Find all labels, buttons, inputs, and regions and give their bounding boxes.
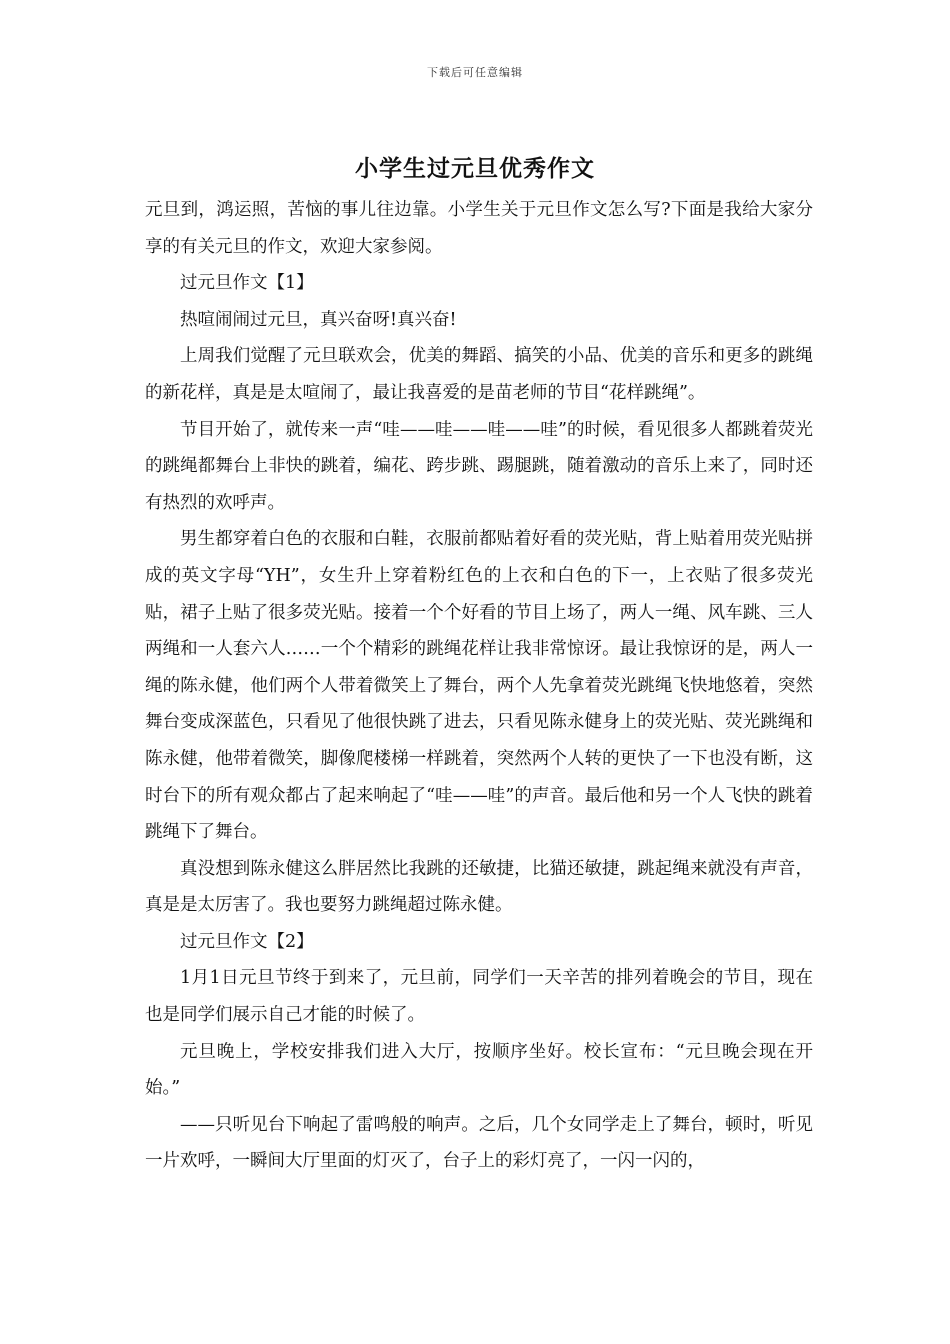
paragraph: 节目开始了，就传来一声“哇——哇——哇——哇”的时候，看见很多人都跳着荧光的跳绳都舞台上非快的跳着，编花、跨步跳、踢腿跳，随着激动的音乐上来了，同时还有热烈的欢呼声。 xyxy=(145,419,813,513)
header-note: 下载后可任意编辑 xyxy=(427,66,523,79)
section-heading: 过元旦作文【2】 xyxy=(180,931,314,952)
paragraph: 上周我们觉醒了元旦联欢会，优美的舞蹈、搞笑的小品、优美的音乐和更多的跳绳的新花样，真是是太喧闹了，最让我喜爱的是苗老师的节目“花样跳绳”。 xyxy=(145,346,813,403)
document-body xyxy=(145,192,813,1180)
paragraph: 真没想到陈永健这么胖居然比我跳的还敏捷，比猫还敏捷，跳起绳来就没有声音，真是是太厉害了。我也要努力跳绳超过陈永健。 xyxy=(145,858,813,916)
paragraph: 元旦晚上，学校安排我们进入大厅，按顺序坐好。校长宣布：“元旦晚会现在开始。” xyxy=(145,1041,813,1099)
paragraph: 元旦到，鸿运照，苦恼的事儿往边靠。小学生关于元旦作文怎么写?下面是我给大家分享的有关元旦的作文，欢迎大家参阅。 xyxy=(145,200,813,257)
section-heading: 过元旦作文【1】 xyxy=(180,273,314,294)
paragraph: ——只听见台下响起了雷鸣般的响声。之后，几个女同学走上了舞台，顿时，听见一片欢呼，一瞬间大厅里面的灯灭了，台子上的彩灯亮了，一闪一闪的， xyxy=(145,1114,813,1172)
paragraph: 1月1日元旦节终于到来了，元旦前，同学们一天辛苦的排列着晚会的节目，现在也是同学们展示自己才能的时候了。 xyxy=(145,968,813,1026)
document-title: 小学生过元旦优秀作文 xyxy=(355,156,595,182)
paragraph: 热喧闹闹过元旦，真兴奋呀!真兴奋! xyxy=(180,309,457,330)
paragraph: 男生都穿着白色的衣服和白鞋，衣服前都贴着好看的荧光贴，背上贴着用荧光贴拼成的英文字母“YH”，女生升上穿着粉红色的上衣和白色的下一，上衣贴了很多荧光贴，裙子上贴了很多荧光贴。接着一个个好看的节目上场了，两人一绳、风车跳、三人两绳和一人套六人……一个个精彩的跳绳花样让我非常惊讶。最让我惊讶的是，两人一绳的陈永健，他们两个人带着微笑上了舞台，两个人先拿着荧光跳绳飞快地悠着，突然舞台变成深蓝色，只看见了他很快跳了进去，只看见陈永健身上的荧光贴、荧光跳绳和陈永健，他带着微笑，脚像爬楼梯一样跳着，突然两个人转的更快了一下也没有断，这时台下的所有观众都占了起来响起了“哇——哇”的声音。最后他和另一个人飞快的跳着跳绳下了舞台。 xyxy=(145,529,813,843)
